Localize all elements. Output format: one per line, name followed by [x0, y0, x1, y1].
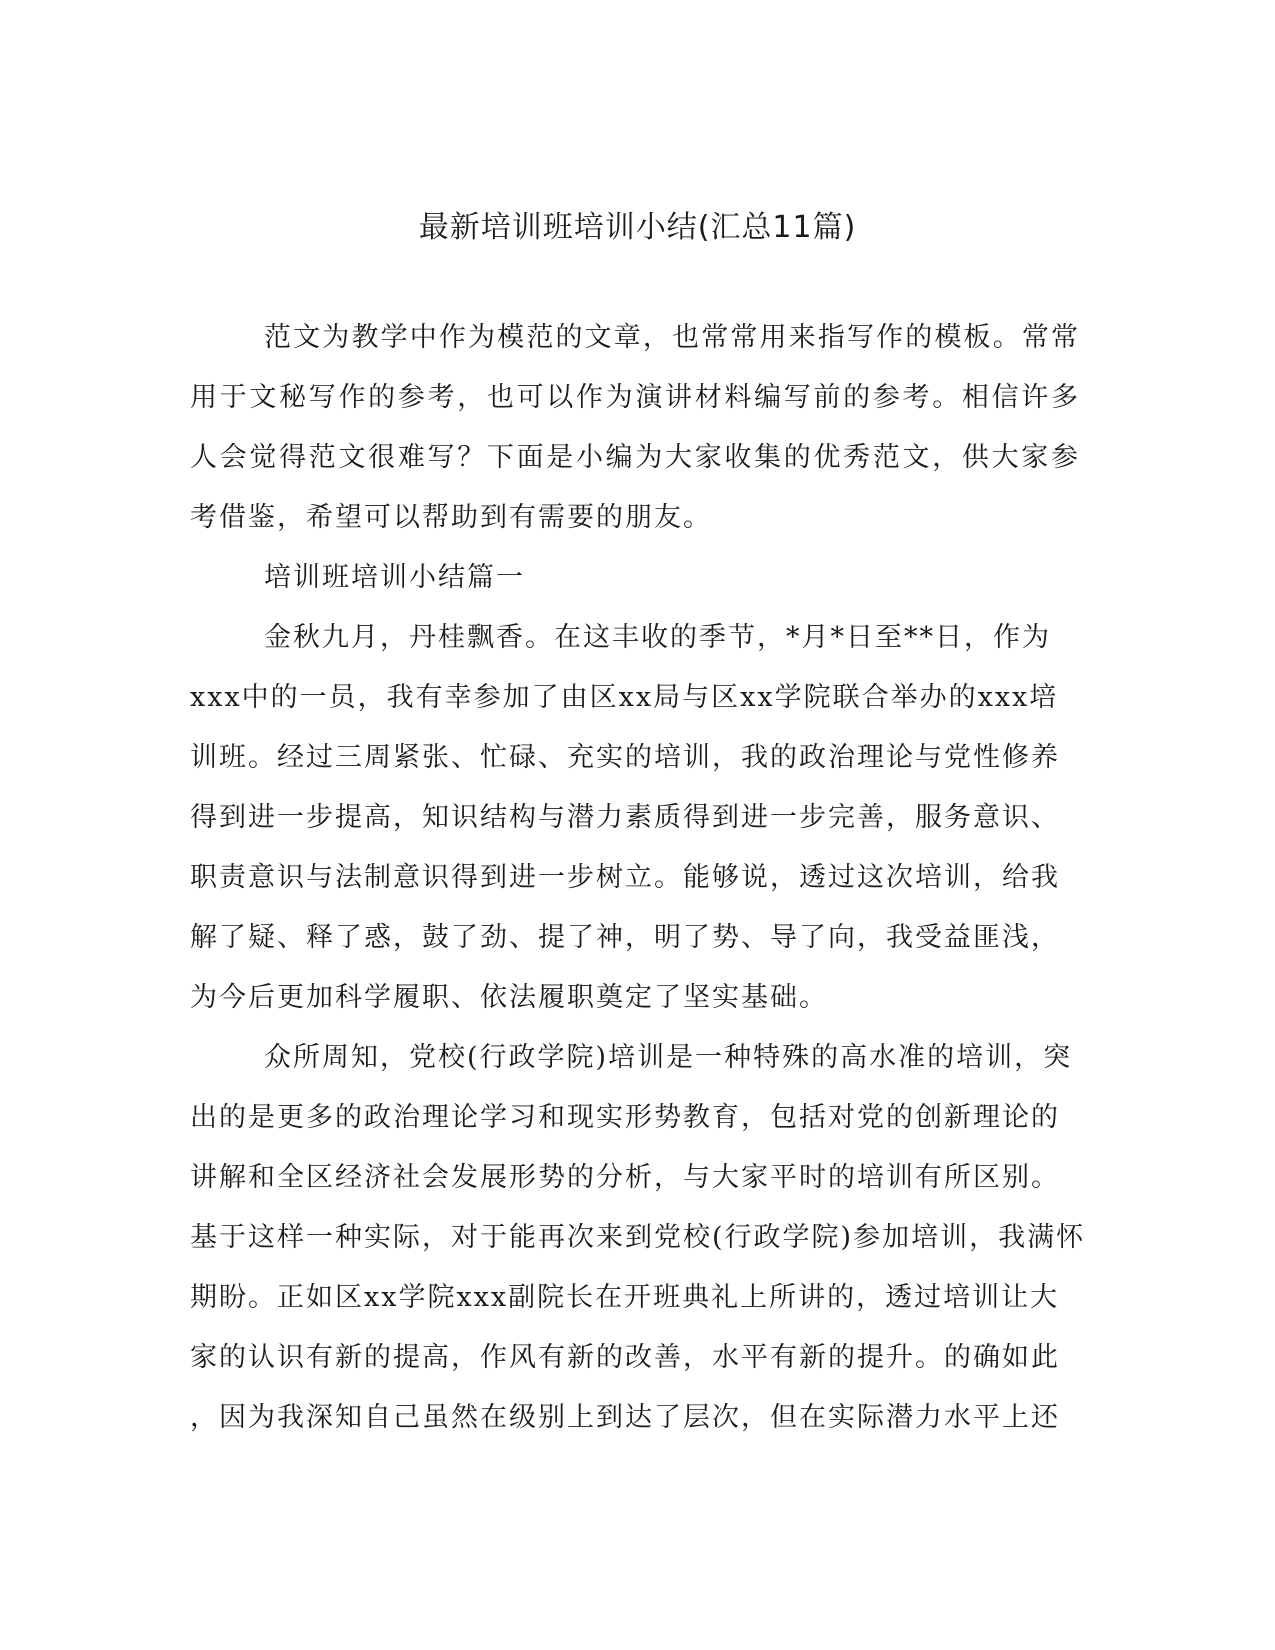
body-line: 期盼。正如区xx学院xxx副院长在开班典礼上所讲的，透过培训让大 — [190, 1282, 1060, 1313]
document-title: 最新培训班培训小结(汇总11篇) — [418, 210, 857, 245]
section-heading: 培训班培训小结篇一 — [264, 562, 525, 593]
body-line: 讲解和全区经济社会发展形势的分析，与大家平时的培训有所区别。 — [190, 1162, 1060, 1193]
body-line: ，因为我深知自己虽然在级别上到达了层次，但在实际潜力水平上还 — [190, 1402, 1060, 1433]
body-line: 用于文秘写作的参考，也可以作为演讲材料编写前的参考。相信许多 — [190, 382, 1080, 413]
body-line: 家的认识有新的提高，作风有新的改善，水平有新的提升。的确如此 — [190, 1342, 1060, 1373]
body-line: 训班。经过三周紧张、忙碌、充实的培训，我的政治理论与党性修养 — [190, 742, 1060, 773]
body-line: xxx中的一员，我有幸参加了由区xx局与区xx学院联合举办的xxx培 — [190, 682, 1059, 713]
body-line: 解了疑、释了惑，鼓了劲、提了神，明了势、导了向，我受益匪浅， — [190, 922, 1060, 953]
body-line: 范文为教学中作为模范的文章，也常常用来指写作的模板。常常 — [264, 322, 1080, 353]
body-line: 职责意识与法制意识得到进一步树立。能够说，透过这次培训，给我 — [190, 862, 1060, 893]
body-line: 出的是更多的政治理论学习和现实形势教育，包括对党的创新理论的 — [190, 1102, 1060, 1133]
body-line: 基于这样一种实际，对于能再次来到党校(行政学院)参加培训，我满怀 — [190, 1222, 1086, 1253]
body-line: 考借鉴，希望可以帮助到有需要的朋友。 — [190, 502, 712, 533]
body-line: 得到进一步提高，知识结构与潜力素质得到进一步完善，服务意识、 — [190, 802, 1060, 833]
body-line: 众所周知，党校(行政学院)培训是一种特殊的高水准的培训，突 — [264, 1042, 1073, 1073]
body-line: 为今后更加科学履职、依法履职奠定了坚实基础。 — [190, 982, 828, 1013]
body-line: 金秋九月，丹桂飘香。在这丰收的季节，*月*日至**日，作为 — [264, 622, 1051, 653]
body-line: 人会觉得范文很难写？下面是小编为大家收集的优秀范文，供大家参 — [190, 442, 1080, 473]
